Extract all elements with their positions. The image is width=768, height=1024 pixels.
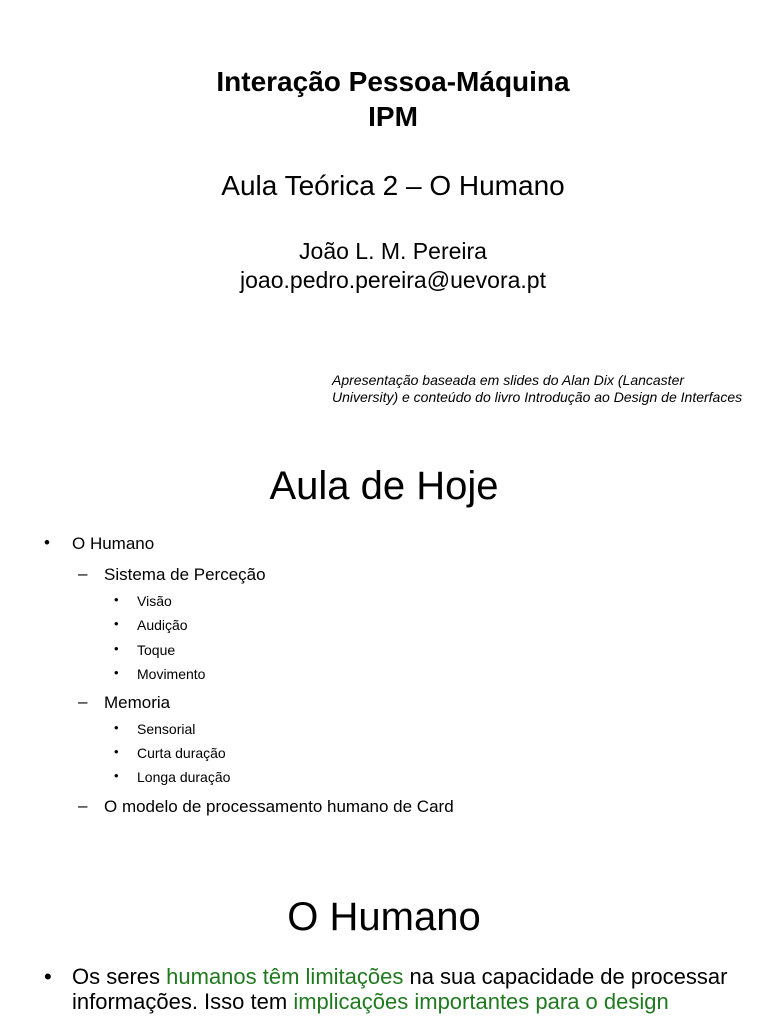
- bullet-marker: •: [114, 641, 119, 656]
- bullet-marker: •: [114, 592, 119, 607]
- dash-marker: –: [78, 564, 88, 583]
- agenda-item-card-model: O modelo de processamento humano de Card: [104, 797, 454, 816]
- agenda-item-long-term: Longa duração: [137, 769, 231, 785]
- bullet-marker: •: [114, 720, 119, 735]
- text-highlight: humanos têm limitações: [166, 964, 404, 989]
- bullet-marker: •: [44, 533, 50, 552]
- agenda-item-memory: Memoria: [104, 693, 171, 712]
- agenda-item-touch: Toque: [137, 642, 176, 658]
- bullet-marker: •: [44, 964, 52, 989]
- author-email: joao.pedro.pereira@uevora.pt: [240, 267, 546, 293]
- text-plain: Os seres: [72, 964, 167, 989]
- agenda-item-hearing: Audição: [137, 617, 188, 633]
- course-acronym: IPM: [368, 101, 418, 132]
- agenda-item-movement: Movimento: [137, 666, 206, 682]
- agenda-heading: Aula de Hoje: [269, 464, 499, 508]
- bullet-marker: •: [114, 744, 119, 759]
- agenda-item-human: O Humano: [72, 534, 155, 553]
- credit-note: [332, 372, 768, 406]
- credit-line-2: University) e conteúdo do livro Introdução ao Design de Interfaces: [332, 389, 743, 405]
- text-highlight: implicações importantes para o design: [293, 989, 669, 1014]
- human-heading: O Humano: [287, 895, 481, 939]
- human-paragraph: [72, 964, 752, 1014]
- text-plain: na sua capacidade de processar informações. Isso tem: [72, 964, 728, 1014]
- bullet-marker: •: [114, 768, 119, 783]
- lecture-title: Aula Teórica 2 – O Humano: [221, 170, 565, 201]
- dash-marker: –: [78, 692, 88, 711]
- agenda-item-perception: Sistema de Perceção: [104, 565, 266, 584]
- course-title: Interação Pessoa-Máquina: [216, 66, 570, 97]
- dash-marker: –: [78, 796, 88, 815]
- agenda-item-sensory: Sensorial: [137, 721, 196, 737]
- agenda-item-vision: Visão: [137, 593, 172, 609]
- bullet-marker: •: [114, 616, 119, 631]
- credit-line-1: Apresentação baseada em slides do Alan Dix (Lancaster: [332, 372, 685, 388]
- agenda-item-short-term: Curta duração: [137, 745, 226, 761]
- author-name: João L. M. Pereira: [299, 238, 487, 264]
- bullet-marker: •: [114, 665, 119, 680]
